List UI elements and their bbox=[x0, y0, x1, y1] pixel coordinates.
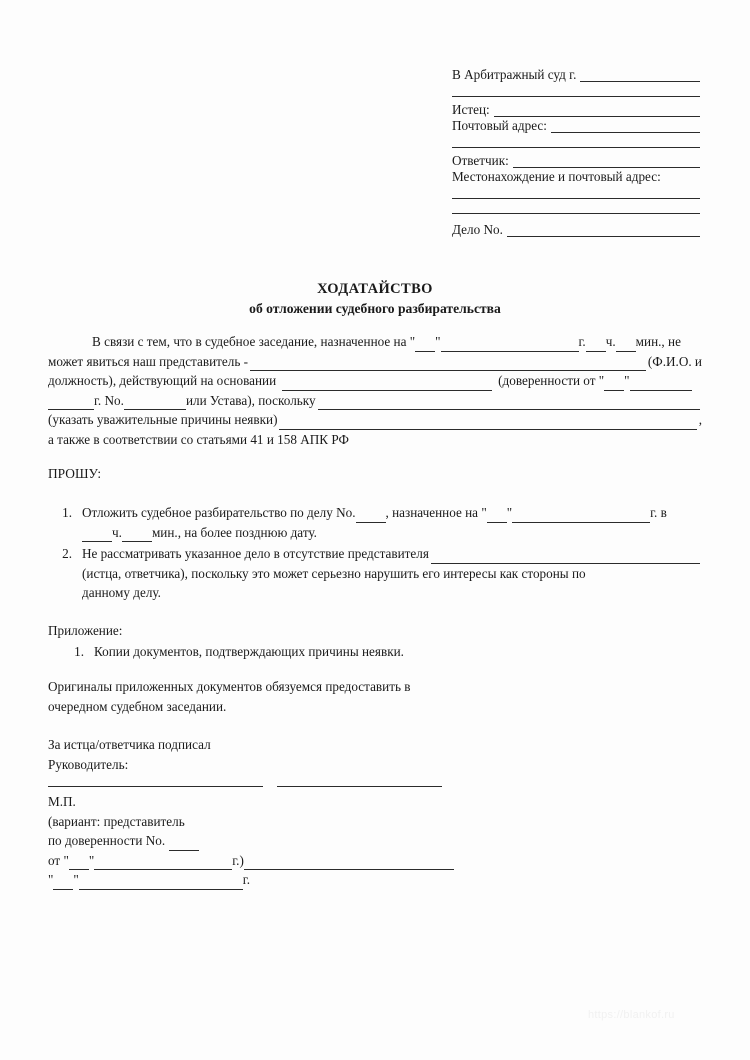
request-2-number: 2. bbox=[62, 546, 72, 561]
request-1d: ч. bbox=[112, 524, 122, 540]
body-line-2 bbox=[48, 352, 702, 372]
title-block bbox=[0, 281, 750, 317]
poa-number-fill-line[interactable] bbox=[124, 397, 186, 410]
request-1-text bbox=[82, 503, 702, 542]
body-text-5a: (указать уважительные причины неявки) bbox=[48, 412, 278, 427]
variant-year-label: г.) bbox=[232, 852, 244, 868]
request-1-line-2 bbox=[82, 523, 702, 543]
poa-year-fill-line[interactable] bbox=[48, 397, 94, 410]
postal-address-label: Почтовый адрес: bbox=[452, 118, 547, 134]
body-text-4a: г. No. bbox=[94, 392, 124, 408]
plaintiff-label: Истец: bbox=[452, 102, 490, 118]
location-postal-label: Местонахождение и почтовый адрес: bbox=[452, 169, 661, 184]
main-body bbox=[48, 332, 702, 449]
spacer bbox=[452, 135, 700, 147]
request-minute-fill-line[interactable] bbox=[122, 529, 152, 542]
case-no-row bbox=[452, 223, 700, 237]
reason-fill-line-1[interactable] bbox=[318, 397, 700, 410]
originals-note bbox=[48, 677, 548, 716]
site-watermark: https://blankof.ru bbox=[588, 1009, 675, 1021]
month-fill-line[interactable] bbox=[441, 339, 533, 352]
variant-line-3 bbox=[48, 851, 548, 871]
variant-line-2-label: по доверенности No. bbox=[48, 833, 166, 848]
originals-line-2: очередном судебном заседании. bbox=[48, 698, 227, 714]
list-item bbox=[48, 544, 702, 603]
request-1a: Отложить судебное разбирательство по делу No. bbox=[82, 505, 356, 520]
defendant-row bbox=[452, 154, 700, 168]
day-fill-line[interactable] bbox=[415, 339, 435, 352]
body-text-2a: может явиться наш представитель - bbox=[48, 353, 249, 369]
request-year-fill-line[interactable] bbox=[604, 510, 650, 523]
minute-fill-line[interactable] bbox=[616, 339, 636, 352]
final-date-close-quote: " bbox=[73, 872, 79, 887]
court-fill-line[interactable] bbox=[580, 68, 700, 82]
body-text-3b: (доверенности от " bbox=[498, 373, 605, 388]
variant-line-2 bbox=[48, 831, 548, 851]
body-text-3a: должность), действующий на основании bbox=[48, 373, 277, 388]
plaintiff-fill-line[interactable] bbox=[494, 103, 700, 117]
body-line-3 bbox=[48, 371, 702, 391]
final-day-fill-line[interactable] bbox=[53, 877, 73, 890]
appendix-label: Приложение: bbox=[48, 623, 123, 638]
signature-fill-line-right[interactable] bbox=[277, 786, 442, 787]
final-year-label: г. bbox=[242, 872, 250, 887]
page-subtitle: об отложении судебного разбирательства bbox=[249, 301, 501, 316]
body-line-1 bbox=[48, 332, 702, 352]
postal-address-row bbox=[452, 119, 700, 133]
signature-intro bbox=[48, 735, 548, 774]
request-1-line-1 bbox=[82, 503, 702, 523]
poa-day-fill-line[interactable] bbox=[604, 378, 624, 391]
request-heading: ПРОШУ: bbox=[48, 466, 102, 481]
representative-fill-line[interactable] bbox=[250, 358, 646, 371]
variant-date-quote: " bbox=[88, 852, 95, 868]
header-address-block bbox=[452, 68, 700, 239]
body-line-6: а также в соответствии со статьями 41 и 158 АПК РФ bbox=[48, 431, 349, 447]
basis-fill-line[interactable] bbox=[282, 378, 492, 391]
request-2-line-1 bbox=[82, 544, 702, 564]
postal-address-fill-line[interactable] bbox=[551, 119, 700, 133]
signature-lines bbox=[48, 786, 468, 787]
list-item bbox=[48, 503, 702, 542]
reason-fill-line-2[interactable] bbox=[279, 417, 696, 430]
body-text-4b: или Устава), поскольку bbox=[185, 392, 316, 408]
body-line-5 bbox=[48, 410, 702, 430]
court-row bbox=[452, 68, 700, 82]
appendix-item-1-text: Копии документов, подтверждающих причины неявки. bbox=[94, 643, 404, 659]
variant-month-fill-line[interactable] bbox=[94, 857, 186, 870]
poa-month-fill-line[interactable] bbox=[630, 378, 692, 391]
request-1b: , назначенное на " bbox=[385, 505, 487, 520]
spacer bbox=[452, 84, 700, 96]
court-label: В Арбитражный суд г. bbox=[452, 67, 577, 83]
head-label: Руководитель: bbox=[48, 756, 129, 772]
request-2-text bbox=[82, 544, 702, 603]
final-year-fill-line[interactable] bbox=[197, 877, 243, 890]
signature-fill-line-left[interactable] bbox=[48, 786, 263, 787]
appendix-item-1-number: 1. bbox=[74, 643, 84, 659]
defendant-label: Ответчик: bbox=[452, 153, 509, 169]
defendant-fill-line[interactable] bbox=[513, 154, 700, 168]
variant-day-fill-line[interactable] bbox=[69, 857, 89, 870]
request-2b: (истца, ответчика), поскольку это может серьезно нарушить его интересы как стороны по bbox=[82, 565, 586, 581]
list-item bbox=[48, 642, 702, 662]
request-hour-fill-line[interactable] bbox=[82, 529, 112, 542]
signature-variant-block bbox=[48, 792, 548, 890]
body-text-1b: г. bbox=[578, 334, 586, 349]
poa-variant-no-fill-line[interactable] bbox=[169, 838, 199, 851]
request-representative-fill-line[interactable] bbox=[431, 551, 700, 564]
final-month-fill-line[interactable] bbox=[79, 877, 197, 890]
variant-line-1: (вариант: представитель bbox=[48, 813, 185, 829]
request-case-no-fill-line[interactable] bbox=[356, 510, 386, 523]
body-text-2b: (Ф.И.О. и bbox=[647, 353, 702, 369]
hour-fill-line[interactable] bbox=[586, 339, 606, 352]
request-1c: г. в bbox=[650, 505, 667, 520]
spacer bbox=[452, 199, 700, 213]
originals-line-1: Оригиналы приложенных документов обязуемся предоставить в bbox=[48, 679, 411, 694]
final-date-open-quote: " bbox=[48, 872, 54, 887]
body-text-5-tail: , bbox=[698, 412, 702, 427]
signed-for-label: За истца/ответчика подписал bbox=[48, 737, 211, 752]
request-list bbox=[48, 503, 702, 605]
variant-date-prefix: от " bbox=[48, 852, 69, 868]
request-quote-close: " bbox=[506, 505, 513, 520]
quote-close-3: " bbox=[624, 373, 630, 388]
body-text-1d: мин., не bbox=[635, 334, 681, 349]
page-title: ХОДАТАЙСТВО bbox=[317, 281, 433, 297]
body-line-4 bbox=[48, 391, 702, 411]
request-2a: Не рассматривать указанное дело в отсутствие представителя bbox=[82, 546, 429, 561]
year-fill-line[interactable] bbox=[533, 339, 579, 352]
spacer bbox=[452, 184, 700, 198]
request-1-number: 1. bbox=[62, 505, 72, 520]
request-1e: мин., на более позднюю дату. bbox=[151, 524, 317, 540]
body-text-1c: ч. bbox=[605, 334, 616, 349]
request-2c: данному делу. bbox=[82, 585, 161, 600]
variant-tail-fill-line[interactable] bbox=[244, 857, 454, 870]
case-no-label: Дело No. bbox=[452, 222, 503, 237]
body-text-1a: В связи с тем, что в судебное заседание, назначенное на " bbox=[92, 334, 416, 349]
quote-close-1: " bbox=[435, 334, 441, 349]
plaintiff-row bbox=[452, 103, 700, 117]
request-day-fill-line[interactable] bbox=[487, 510, 507, 523]
variant-year-fill-line[interactable] bbox=[186, 857, 232, 870]
request-month-fill-line[interactable] bbox=[512, 510, 604, 523]
final-date-line bbox=[48, 870, 548, 890]
appendix-block bbox=[48, 621, 702, 661]
stamp-label: М.П. bbox=[48, 794, 76, 809]
case-no-fill-line[interactable] bbox=[507, 223, 700, 237]
